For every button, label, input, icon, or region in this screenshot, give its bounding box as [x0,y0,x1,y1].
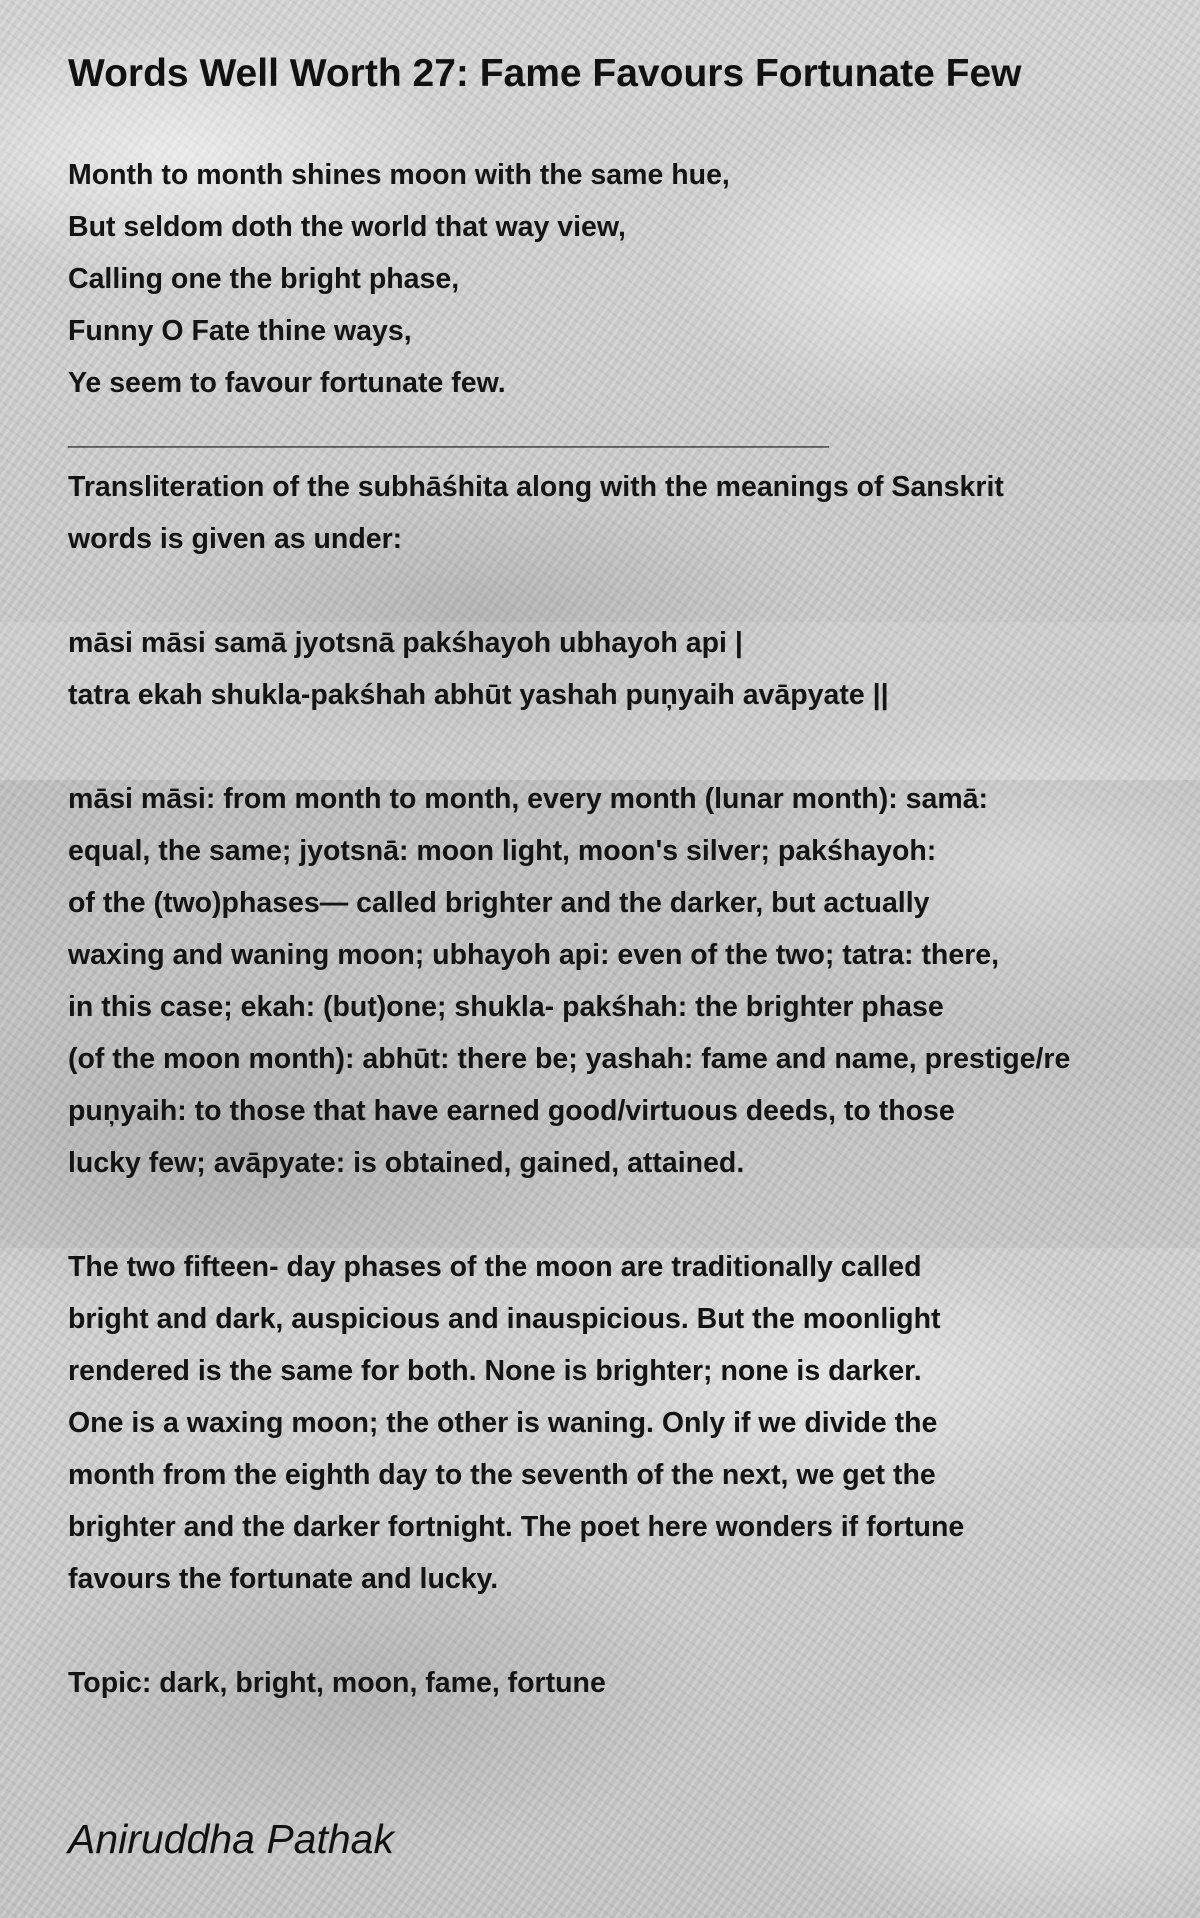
commentary-stanza [68,1241,1200,1605]
verse-line: Ye seem to favour fortunate few. [68,367,506,399]
commentary-line: One is a waxing moon; the other is waning. Only if we divide the [68,1407,938,1439]
intro-line: Transliteration of the subhāśhita along with the meanings of Sanskrit [68,471,1004,503]
commentary-line: favours the fortunate and lucky. [68,1563,499,1595]
glossary-line: puņyaih: to those that have earned good/virtuous deeds, to those [68,1095,955,1127]
verse-line: Calling one the bright phase, [68,263,460,295]
commentary-line: bright and dark, auspicious and inauspicious. But the moonlight [68,1303,941,1335]
poem-title: Words Well Worth 27: Fame Favours Fortunate Few [68,52,1022,95]
topic-line: Topic: dark, bright, moon, fame, fortune [68,1667,606,1699]
glossary-line: equal, the same; jyotsnā: moon light, moon's silver; pakśhayoh: [68,835,937,867]
stanza-gap [68,721,1200,773]
poem-body [68,149,1200,1709]
transliteration-stanza [68,617,1200,721]
stanza-gap [68,565,1200,617]
commentary-line: month from the eighth day to the seventh of the next, we get the [68,1459,936,1491]
verse-line: Funny O Fate thine ways, [68,315,412,347]
verse-stanza [68,149,1200,565]
stanza-gap [68,1605,1200,1657]
commentary-line: rendered is the same for both. None is brighter; none is darker. [68,1355,922,1387]
glossary-line: waxing and waning moon; ubhayoh api: even of the two; tatra: there, [68,939,1000,971]
commentary-line: The two fifteen- day phases of the moon are traditionally called [68,1251,922,1283]
glossary-line: lucky few; avāpyate: is obtained, gained, attained. [68,1147,745,1179]
verse-line: But seldom doth the world that way view, [68,211,626,243]
glossary-line: in this case; ekah: (but)one; shukla- pakśhah: the brighter phase [68,991,944,1023]
poem-container [68,48,1200,1709]
verse-line: Month to month shines moon with the same hue, [68,159,730,191]
glossary-stanza [68,773,1200,1189]
intro-line: words is given as under: [68,523,403,555]
glossary-line: of the (two)phases— called brighter and the darker, but actually [68,887,930,919]
transliteration-line: māsi māsi samā jyotsnā pakśhayoh ubhayoh api | [68,627,743,659]
stanza-gap [68,1189,1200,1241]
author-name: Aniruddha Pathak [68,1816,394,1862]
commentary-line: brighter and the darker fortnight. The poet here wonders if fortune [68,1511,965,1543]
separator-line: ________________________________________________ [68,419,829,451]
glossary-line: (of the moon month): abhūt: there be; yashah: fame and name, prestige/re [68,1043,1071,1075]
transliteration-line: tatra ekah shukla-pakśhah abhūt yashah puņyaih avāpyate || [68,679,889,711]
topic-stanza [68,1657,1200,1709]
glossary-line: māsi māsi: from month to month, every month (lunar month): samā: [68,783,989,815]
